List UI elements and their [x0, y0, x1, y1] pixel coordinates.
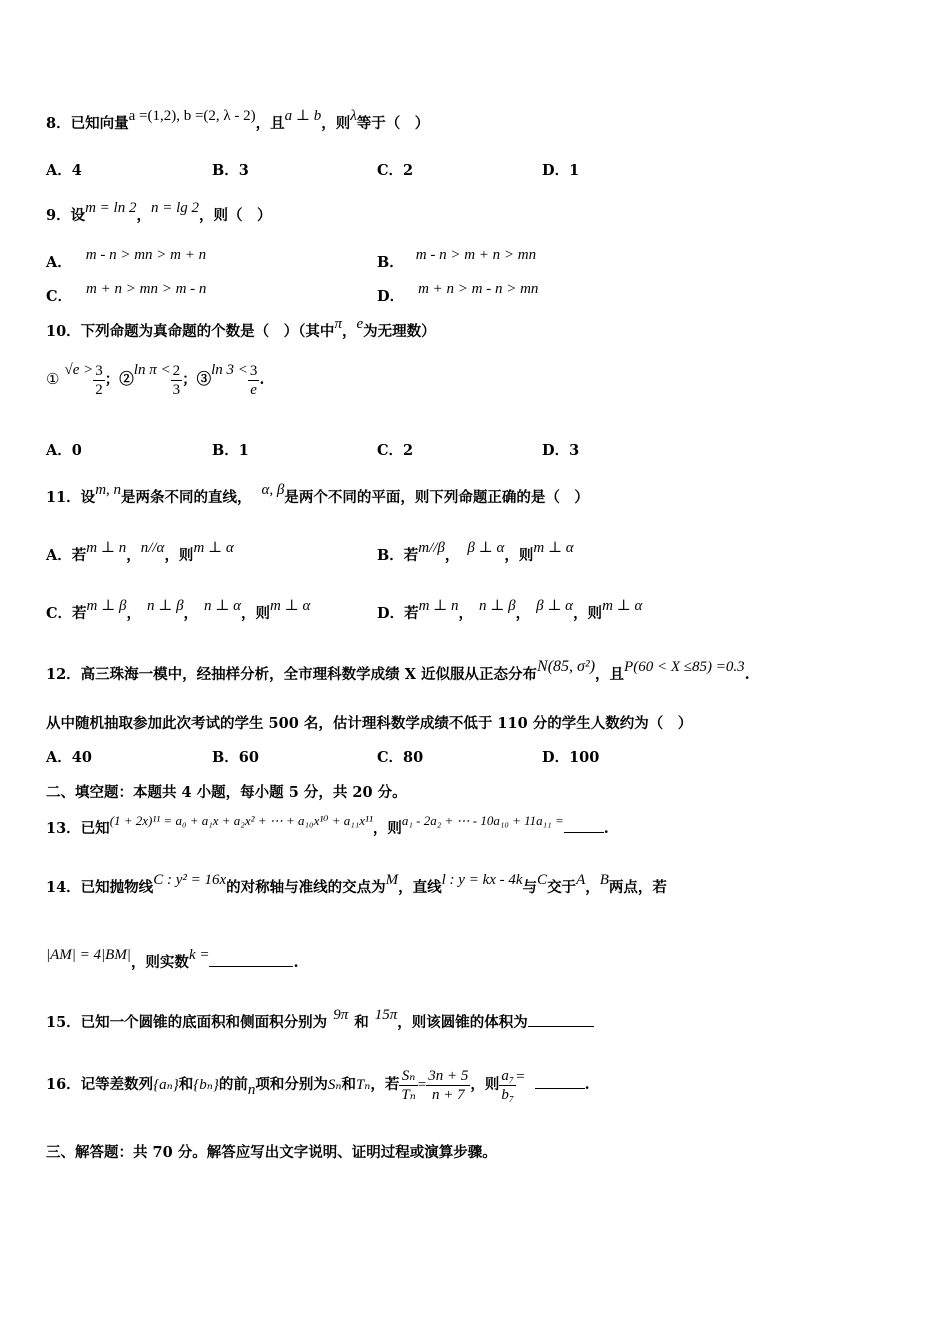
q8-vectors: a =(1,2), b =(2, λ - 2) [128, 108, 256, 124]
q8-mid2: ，则 [321, 115, 351, 132]
q11-c-concl: m ⊥ α [270, 598, 311, 614]
q16-answer-blank[interactable] [535, 1088, 585, 1089]
q15-answer-blank[interactable] [528, 1026, 594, 1027]
q14-A: A [576, 872, 586, 888]
q11-d-c3: β ⊥ α [536, 598, 574, 614]
q16-n: n [247, 1082, 256, 1098]
q8-condition: a ⊥ b [284, 108, 322, 124]
q13-ask: a₁ - 2a₂ + ⋯ - 10a₁₀ + 11a₁₁ = [401, 813, 564, 828]
q16-and: 和 [178, 1076, 194, 1093]
q16-an: {aₙ} [153, 1077, 179, 1093]
q9-m-def: m = ln 2 [85, 200, 137, 216]
q11-a-concl: m ⊥ α [193, 540, 234, 556]
q11-d-concl: m ⊥ α [602, 598, 643, 614]
q8-option-b[interactable]: B．3 [212, 162, 249, 179]
q14-answer-blank[interactable] [209, 966, 293, 967]
q16-dot: . [584, 1076, 590, 1093]
q14-mid: 的对称轴与准线的交点为 [226, 879, 386, 896]
q13-end: . [603, 820, 609, 837]
q16-frac1-den: Tₙ [401, 1086, 416, 1103]
q8-option-a[interactable]: A．4 [46, 162, 82, 179]
q16-frac-st [399, 1067, 417, 1104]
q10-item2-num: 2 [172, 362, 181, 379]
q16-Sn: Sₙ [327, 1077, 342, 1093]
q9-option-b[interactable] [377, 247, 537, 273]
q13-prefix: 13．已知 [46, 820, 110, 837]
q11-c-c1: m ⊥ β [86, 598, 127, 614]
q11-a-then: ，则 [164, 547, 194, 564]
q12-dot: . [744, 666, 750, 683]
q15-and: 和 [354, 1014, 369, 1031]
q11-stem [46, 482, 589, 508]
q10-item2-lhs: ln π < [133, 362, 171, 378]
q14-dot: . [293, 954, 299, 971]
q12-option-a[interactable]: A．40 [46, 749, 92, 766]
q11-a-c2: n//α [140, 540, 165, 556]
q10-item2-den: 3 [172, 381, 181, 398]
q14-mid4: 交于 [547, 879, 577, 896]
q9-stem [46, 200, 272, 226]
q10-item1-mark: ① [46, 372, 60, 388]
q9-option-d[interactable] [377, 281, 539, 307]
q9-n-def: n = lg 2 [150, 200, 200, 216]
q11-c-label: C．若 [46, 605, 87, 622]
q14-M: M [385, 872, 399, 888]
q12-dist: N(85, σ²) [537, 658, 596, 675]
q10-items [46, 360, 264, 400]
q11-d-c1: m ⊥ n [418, 598, 459, 614]
q14-curve: C : y² = 16x [153, 872, 227, 888]
q9-expr-a: m - n > mn > m + n [85, 247, 207, 263]
q10-item3-den: e [250, 381, 257, 398]
q8-mid: ，且 [255, 115, 285, 132]
q13-stem [46, 813, 609, 839]
q16-if: ，若 [370, 1076, 400, 1093]
q16-eq2: = [516, 1069, 525, 1085]
q11-a-label: A．若 [46, 547, 87, 564]
q14-stem [46, 872, 667, 898]
q14-prefix: 14．已知抛物线 [46, 879, 154, 896]
q11-mn: m, n [95, 482, 122, 498]
q9-label-a: A． [46, 254, 72, 271]
q11-c-c3: n ⊥ α [204, 598, 242, 614]
q11-c-then: ，则 [241, 605, 271, 622]
q11-option-d[interactable] [377, 598, 643, 624]
q14-B: B [599, 872, 609, 888]
q10-item1-frac [93, 362, 105, 399]
q10-item2-frac [171, 362, 183, 399]
q16-mid2: 项和分别为 [255, 1076, 328, 1093]
q16-prefix: 16．记等差数列 [46, 1076, 154, 1093]
q10-option-d[interactable]: D．3 [542, 442, 580, 459]
q10-stem-a: 10．下列命题为真命题的个数是（ ）（其中 [46, 323, 335, 340]
q16-stem [46, 1064, 590, 1106]
q16-mid: 的前 [218, 1076, 248, 1093]
q12-prob: P(60 < X ≤85) =0.3 [624, 659, 745, 675]
q14-line: l : y = kx - 4k [441, 872, 523, 888]
q11-d-s1: ， [458, 605, 474, 622]
q10-option-b[interactable]: B．1 [212, 442, 249, 459]
q11-c-c2: n ⊥ β [146, 598, 184, 614]
q14-C: C [537, 872, 548, 888]
q16-frac2-num: 3n + 5 [428, 1067, 469, 1084]
q11-mid: 是两条不同的直线， [121, 489, 252, 506]
q11-b-c2: β ⊥ α [467, 540, 505, 556]
q10-sep: ， [341, 323, 357, 340]
section-3-heading: 三、解答题：共 70 分。解答应写出文字说明、证明过程或演算步骤。 [46, 1144, 497, 1161]
q11-option-c[interactable] [46, 598, 311, 624]
q11-b-then: ，则 [504, 547, 534, 564]
q12-stem-line2: 从中随机抽取参加此次考试的学生 500 名，估计理科数学成绩不低于 110 分的学生人数约为（ ） [46, 715, 693, 732]
q16-frac-ab [499, 1067, 516, 1104]
q11-d-then: ，则 [573, 605, 603, 622]
q11-c-s1: ， [126, 605, 141, 622]
q13-mid: ，则 [372, 820, 402, 837]
q9-option-c[interactable] [46, 281, 207, 307]
q16-frac3-den: b₇ [501, 1086, 515, 1103]
q9-end: ，则（ ） [199, 207, 272, 224]
q15-a: 9π [333, 1007, 349, 1023]
q11-a-s1: ， [126, 547, 141, 564]
q8-option-d[interactable]: D．1 [542, 162, 580, 179]
q13-expansion: (1 + 2x)¹¹ = a₀ + a₁x + a₂x² + ⋯ + a₁₀x¹⁰ + a₁₁x¹¹ [109, 813, 373, 828]
q10-stem-b: 为无理数） [363, 323, 436, 340]
q13-answer-blank[interactable] [564, 832, 604, 833]
q8-end: 等于（ ） [356, 115, 430, 132]
q14-mid3: 与 [522, 879, 538, 896]
q12-stem-line1 [46, 658, 750, 685]
q11-ab: α, β [261, 482, 285, 498]
q11-prefix: 11．设 [46, 489, 96, 506]
q16-frac3-num: a₇ [501, 1067, 515, 1084]
q11-b-label: B．若 [377, 547, 419, 564]
q10-e: e [356, 316, 364, 332]
q11-d-s2: ， [515, 605, 531, 622]
q10-item1-num: 3 [95, 362, 103, 379]
q16-and2: 和 [341, 1076, 356, 1093]
q10-item1-lhs: √e > [64, 362, 94, 378]
q10-item3-num: 3 [249, 362, 258, 379]
q10-sep2: ；② [104, 371, 134, 388]
q15-b: 15π [374, 1007, 398, 1023]
q9-expr-c: m + n > mn > m - n [86, 281, 207, 297]
q16-frac2-den: n + 7 [432, 1086, 465, 1103]
q14-ask: ，则实数 [130, 954, 189, 971]
q10-stem [46, 316, 436, 342]
q11-option-a[interactable] [46, 540, 234, 566]
q11-d-label: D．若 [377, 605, 419, 622]
q11-b-s1: ， [444, 547, 460, 564]
q9-label-b: B． [377, 254, 404, 271]
q9-label-c: C． [46, 288, 73, 305]
q10-item3-frac [248, 362, 260, 399]
q9-expr-d: m + n > m - n > mn [418, 281, 539, 297]
q11-b-c1: m//β [418, 540, 445, 556]
q12-option-b[interactable]: B．60 [212, 749, 259, 766]
q16-frac1-num: Sₙ [399, 1067, 417, 1086]
q8-stem [46, 108, 430, 134]
q16-then: ，则 [470, 1076, 500, 1093]
q11-c-s2: ， [183, 605, 199, 622]
q10-option-c[interactable]: C．2 [377, 442, 414, 459]
q15-end: ，则该圆锥的体积为 [397, 1014, 528, 1031]
q12-mid: ，且 [595, 666, 625, 683]
q8-lambda: λ [350, 108, 357, 124]
q10-sep3: ；③ [182, 371, 212, 388]
q10-dot: . [259, 371, 265, 388]
q16-bn: {bₙ} [193, 1077, 219, 1093]
q15-stem [46, 1007, 594, 1033]
q8-prefix: 8．已知向量 [46, 115, 129, 132]
q12-line1: 12．高三珠海一模中，经抽样分析，全市理科数学成绩 X 近似服从正态分布 [46, 666, 538, 683]
q14-k: k = [188, 947, 210, 963]
q11-b-concl: m ⊥ α [533, 540, 574, 556]
q14-cond: |AM| = 4|BM| [46, 947, 131, 963]
q9-expr-b: m - n > m + n > mn [415, 247, 537, 263]
q9-prefix: 9．设 [46, 207, 86, 224]
q11-d-c2: n ⊥ β [479, 598, 516, 614]
q16-eq: = [417, 1077, 427, 1093]
section-2-heading: 二、填空题：本题共 4 小题，每小题 5 分，共 20 分。 [46, 784, 407, 801]
q16-frac-ratio [426, 1067, 470, 1104]
q11-a-c1: m ⊥ n [86, 540, 127, 556]
q8-option-c[interactable]: C．2 [377, 162, 414, 179]
q11-option-b[interactable] [377, 540, 574, 566]
q10-option-a[interactable]: A．0 [46, 442, 82, 459]
q15-prefix: 15．已知一个圆锥的底面积和侧面积分别为 [46, 1014, 328, 1031]
q9-option-a[interactable] [46, 247, 207, 273]
q10-item1-den: 2 [95, 381, 103, 398]
q14-stem-line2 [46, 947, 299, 973]
q14-comma: ， [585, 879, 600, 896]
q10-item3-lhs: ln 3 < [211, 362, 248, 378]
q12-option-d[interactable]: D．100 [542, 749, 600, 766]
q16-Tn: Tₙ [355, 1077, 371, 1093]
q14-end: 两点，若 [608, 879, 667, 896]
q14-mid2: ，直线 [398, 879, 442, 896]
q9-label-d: D． [377, 288, 405, 305]
q11-end: 是两个不同的平面，则下列命题正确的是（ ） [284, 489, 589, 506]
q10-pi: π [334, 316, 342, 332]
q9-comma: ， [136, 207, 151, 224]
q12-option-c[interactable]: C．80 [377, 749, 424, 766]
